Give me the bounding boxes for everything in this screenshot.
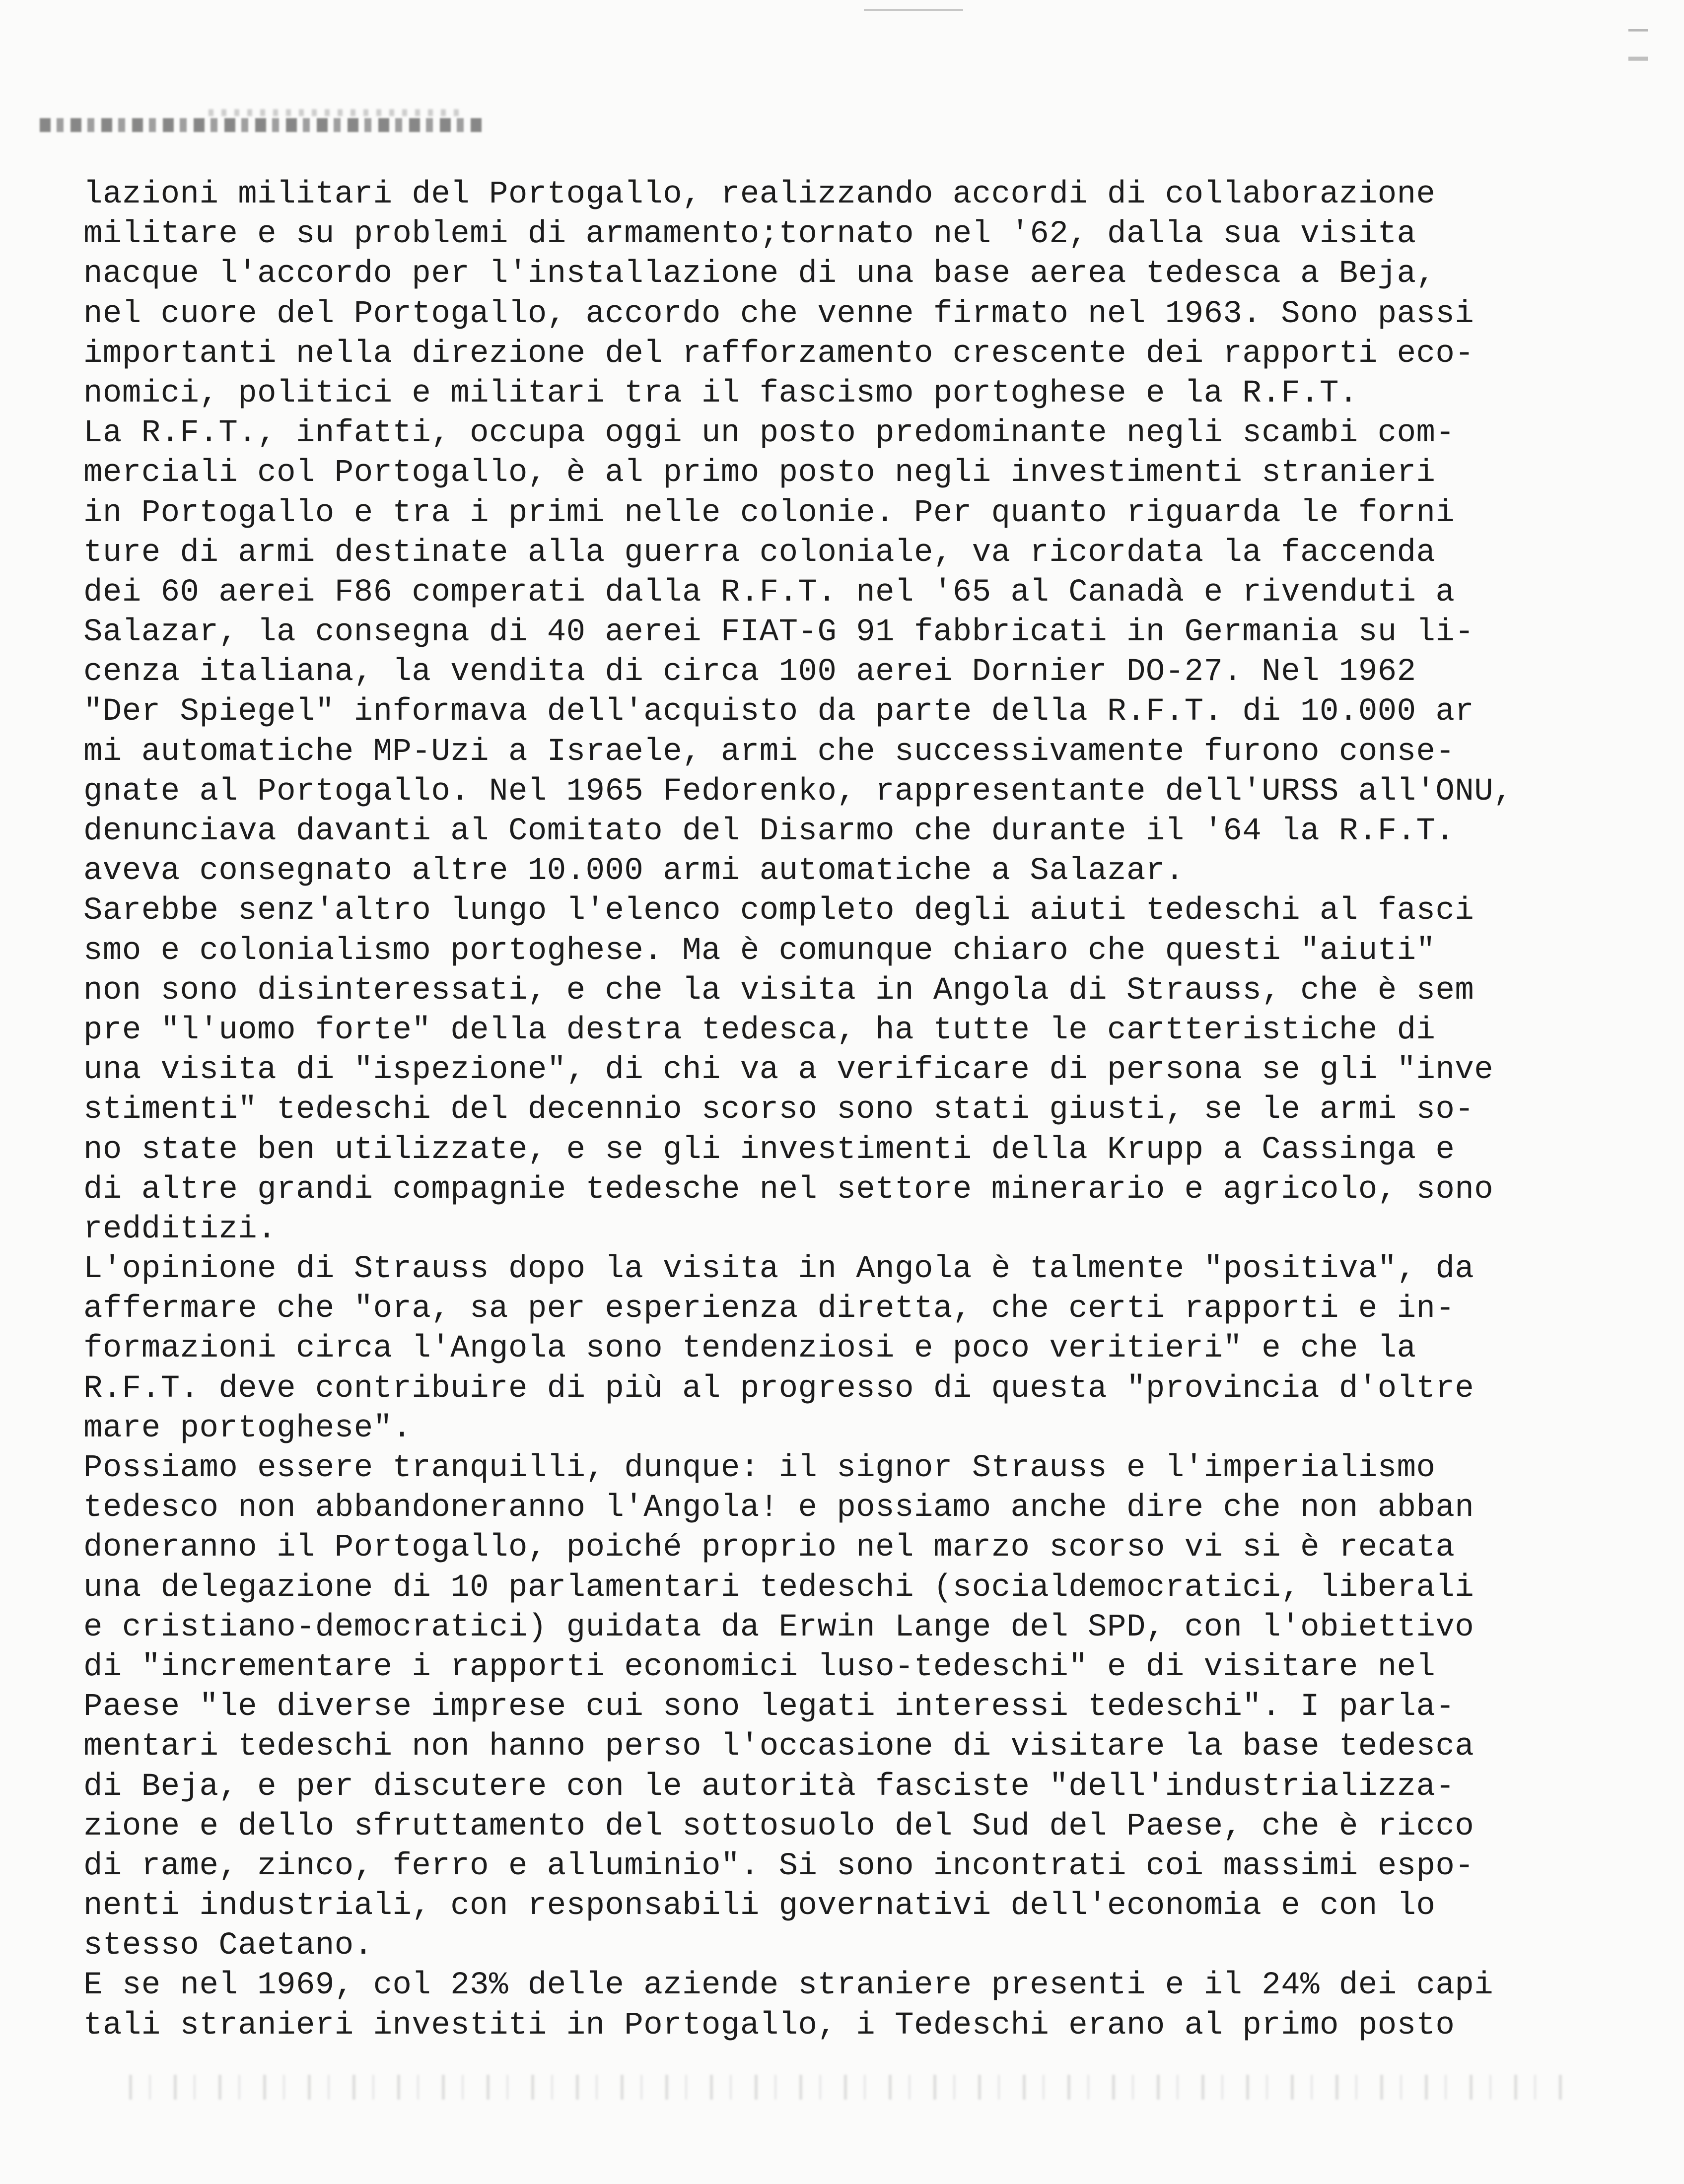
text-line: Paese "le diverse imprese cui sono legati interessi tedeschi". I parla- xyxy=(83,1689,1455,1725)
top-scan-mark xyxy=(864,9,963,11)
text-line: non sono disinteressati, e che la visita in Angola di Strauss, che è sem xyxy=(83,972,1474,1009)
text-line: importanti nella direzione del rafforzamento crescente dei rapporti eco- xyxy=(83,336,1474,372)
text-line: La R.F.T., infatti, occupa oggi un posto predominante negli scambi com- xyxy=(83,415,1455,452)
text-line: formazioni circa l'Angola sono tendenziosi e poco veritieri" e che la xyxy=(83,1331,1416,1367)
text-line: aveva consegnato altre 10.000 armi automatiche a Salazar. xyxy=(83,853,1185,889)
text-line: stesso Caetano. xyxy=(83,1928,373,1964)
typewritten-text xyxy=(83,175,1603,2046)
text-line: affermare che "ora, sa per esperienza diretta, che certi rapporti e in- xyxy=(83,1291,1455,1327)
text-line: redditizi. xyxy=(83,1211,277,1247)
text-line: mi automatiche MP-Uzi a Israele, armi che successivamente furono conse- xyxy=(83,734,1455,770)
text-line: tedesco non abbandoneranno l'Angola! e possiamo anche dire che non abban xyxy=(83,1490,1474,1526)
text-line: dei 60 aerei F86 comperati dalla R.F.T. nel '65 al Canadà e rivenduti a xyxy=(83,574,1455,611)
text-line: di Beja, e per discutere con le autorità fasciste "dell'industrializza- xyxy=(83,1769,1455,1805)
text-line: zione e dello sfruttamento del sottosuolo del Sud del Paese, che è ricco xyxy=(83,1808,1474,1844)
text-line: di altre grandi compagnie tedesche nel settore minerario e agricolo, sono xyxy=(83,1171,1494,1208)
text-line: R.F.T. deve contribuire di più al progresso di questa "provincia d'oltre xyxy=(83,1370,1474,1407)
corner-scan-mark xyxy=(1628,15,1648,84)
text-line: nenti industriali, con responsabili governativi dell'economia e con lo xyxy=(83,1888,1436,1924)
text-line: nel cuore del Portogallo, accordo che venne firmato nel 1963. Sono passi xyxy=(83,296,1474,332)
text-line: mare portoghese". xyxy=(83,1410,412,1446)
text-line: tali stranieri investiti in Portogallo, i Tedeschi erano al primo posto xyxy=(83,2007,1455,2044)
text-line: e cristiano-democratici) guidata da Erwin Lange del SPD, con l'obiettivo xyxy=(83,1609,1474,1645)
text-line: doneranno il Portogallo, poiché proprio nel marzo scorso vi si è recata xyxy=(83,1530,1455,1566)
text-line: militare e su problemi di armamento;tornato nel '62, dalla sua visita xyxy=(83,216,1416,253)
text-line: "Der Spiegel" informava dell'acquisto da parte della R.F.T. di 10.000 ar xyxy=(83,694,1474,730)
header-smudge xyxy=(40,118,487,132)
text-line: gnate al Portogallo. Nel 1965 Fedorenko, rappresentante dell'URSS all'ONU, xyxy=(83,773,1513,810)
text-line: in Portogallo e tra i primi nelle colonie. Per quanto riguarda le forni xyxy=(83,495,1455,531)
text-line: lazioni militari del Portogallo, realizzando accordi di collaborazione xyxy=(83,177,1436,212)
text-line: cenza italiana, la vendita di circa 100 aerei Dornier DO-27. Nel 1962 xyxy=(83,654,1416,690)
text-line: smo e colonialismo portoghese. Ma è comunque chiaro che questi "aiuti" xyxy=(83,933,1436,969)
text-line: ture di armi destinate alla guerra coloniale, va ricordata la faccenda xyxy=(83,535,1436,571)
text-line: una delegazione di 10 parlamentari tedeschi (socialdemocratici, liberali xyxy=(83,1570,1474,1606)
text-line: denunciava davanti al Comitato del Disarmo che durante il '64 la R.F.T. xyxy=(83,814,1455,849)
text-line: Possiamo essere tranquilli, dunque: il signor Strauss e l'imperialismo xyxy=(83,1450,1436,1486)
text-line: mentari tedeschi non hanno perso l'occasione di visitare la base tedesca xyxy=(83,1729,1474,1765)
text-line: nacque l'accordo per l'installazione di una base aerea tedesca a Beja, xyxy=(83,256,1436,292)
footer-scan-noise xyxy=(129,2075,1569,2100)
text-line: Salazar, la consegna di 40 aerei FIAT-G 91 fabbricati in Germania su li- xyxy=(83,614,1474,651)
text-line: nomici, politici e militari tra il fascismo portoghese e la R.F.T. xyxy=(83,375,1358,411)
text-line: di "incrementare i rapporti economici luso-tedeschi" e di visitare nel xyxy=(83,1649,1436,1685)
text-line: pre "l'uomo forte" della destra tedesca, ha tutte le cartteristiche di xyxy=(83,1012,1436,1048)
header-smudge-faint xyxy=(209,109,467,116)
text-line: una visita di "ispezione", di chi va a verificare di persona se gli "inve xyxy=(83,1052,1494,1089)
text-line: stimenti" tedeschi del decennio scorso sono stati giusti, se le armi so- xyxy=(83,1092,1474,1128)
text-line: di rame, zinco, ferro e alluminio". Si sono incontrati coi massimi espo- xyxy=(83,1848,1474,1884)
text-line: E se nel 1969, col 23% delle aziende straniere presenti e il 24% dei capi xyxy=(83,1968,1494,2004)
text-line: Sarebbe senz'altro lungo l'elenco completo degli aiuti tedeschi al fasci xyxy=(83,893,1474,929)
text-line: merciali col Portogallo, è al primo posto negli investimenti stranieri xyxy=(83,455,1436,491)
text-line: L'opinione di Strauss dopo la visita in Angola è talmente "positiva", da xyxy=(83,1251,1474,1288)
text-line: no state ben utilizzate, e se gli investimenti della Krupp a Cassinga e xyxy=(83,1132,1455,1168)
